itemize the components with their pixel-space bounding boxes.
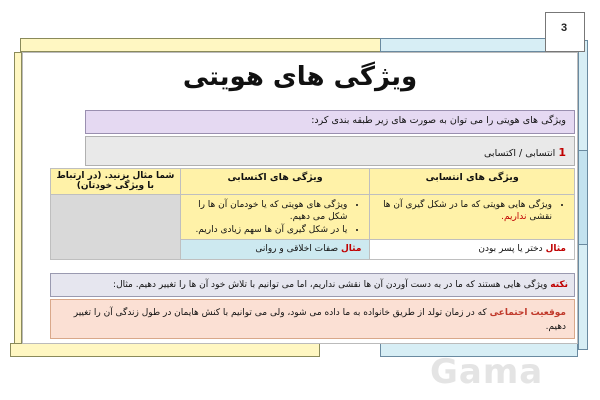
note-label: نکته [550,280,568,290]
subheading-text: انتسابی / اکتسابی [484,148,556,159]
header-example: شما مثال بزنید. (در ارتباط با ویژگی خودتان) [51,169,181,195]
page-title: ویژگی های هویتی [182,62,418,92]
intro-box [85,110,575,134]
header-inherited: ویژگی های انتسابی [370,169,575,195]
note-box [50,273,575,297]
subheading-number: 1 [558,146,566,159]
inherited-cell [370,195,575,240]
social-text: که در زمان تولد از طریق خانواده به ما داده می شود، ولی می توانیم با کنش هایمان در طول زندگی آن را تغییر دهیم. [73,308,566,332]
acquired-example: مثال صفات اخلاقی و روانی [180,240,370,260]
header-acquired: ویژگی های اکتسابی [180,169,370,195]
intro-text: ویژگی های هویتی را می توان به صورت های زیر طبقه بندی کرد: [311,115,566,126]
frame-top-right [380,38,572,52]
list-item: • ویژگی های هویتی که یا خودمان آن ها را شکل می دهیم. [187,199,348,223]
watermark-logo: Gama [430,352,544,392]
page-number: 3 [561,22,568,34]
frame-left-bar [14,52,22,357]
social-status-box [50,299,575,339]
note-text: ویژگی هایی هستند که ما در به دست آوردن آن ها نقشی نداریم، اما می توانیم با تلاش خود آن ها را تغییر دهیم. مثال: [113,280,548,290]
frame-top-left [20,38,385,52]
inherited-example: مثال دختر یا پسر بودن [370,240,575,260]
example-input-cell [51,195,181,260]
list-item: • یا در شکل گیری آن ها سهم زیادی داریم. [187,224,348,236]
subheading-box [85,136,575,166]
identity-table [50,168,575,260]
social-label: موقعیت اجتماعی [489,308,566,318]
list-item: • ویژگی هایی هویتی که ما در شکل گیری آن ها نقشی نداریم. [376,199,552,223]
frame-right-blue [578,150,588,245]
frame-bottom-left [10,343,320,357]
acquired-cell [180,195,370,240]
